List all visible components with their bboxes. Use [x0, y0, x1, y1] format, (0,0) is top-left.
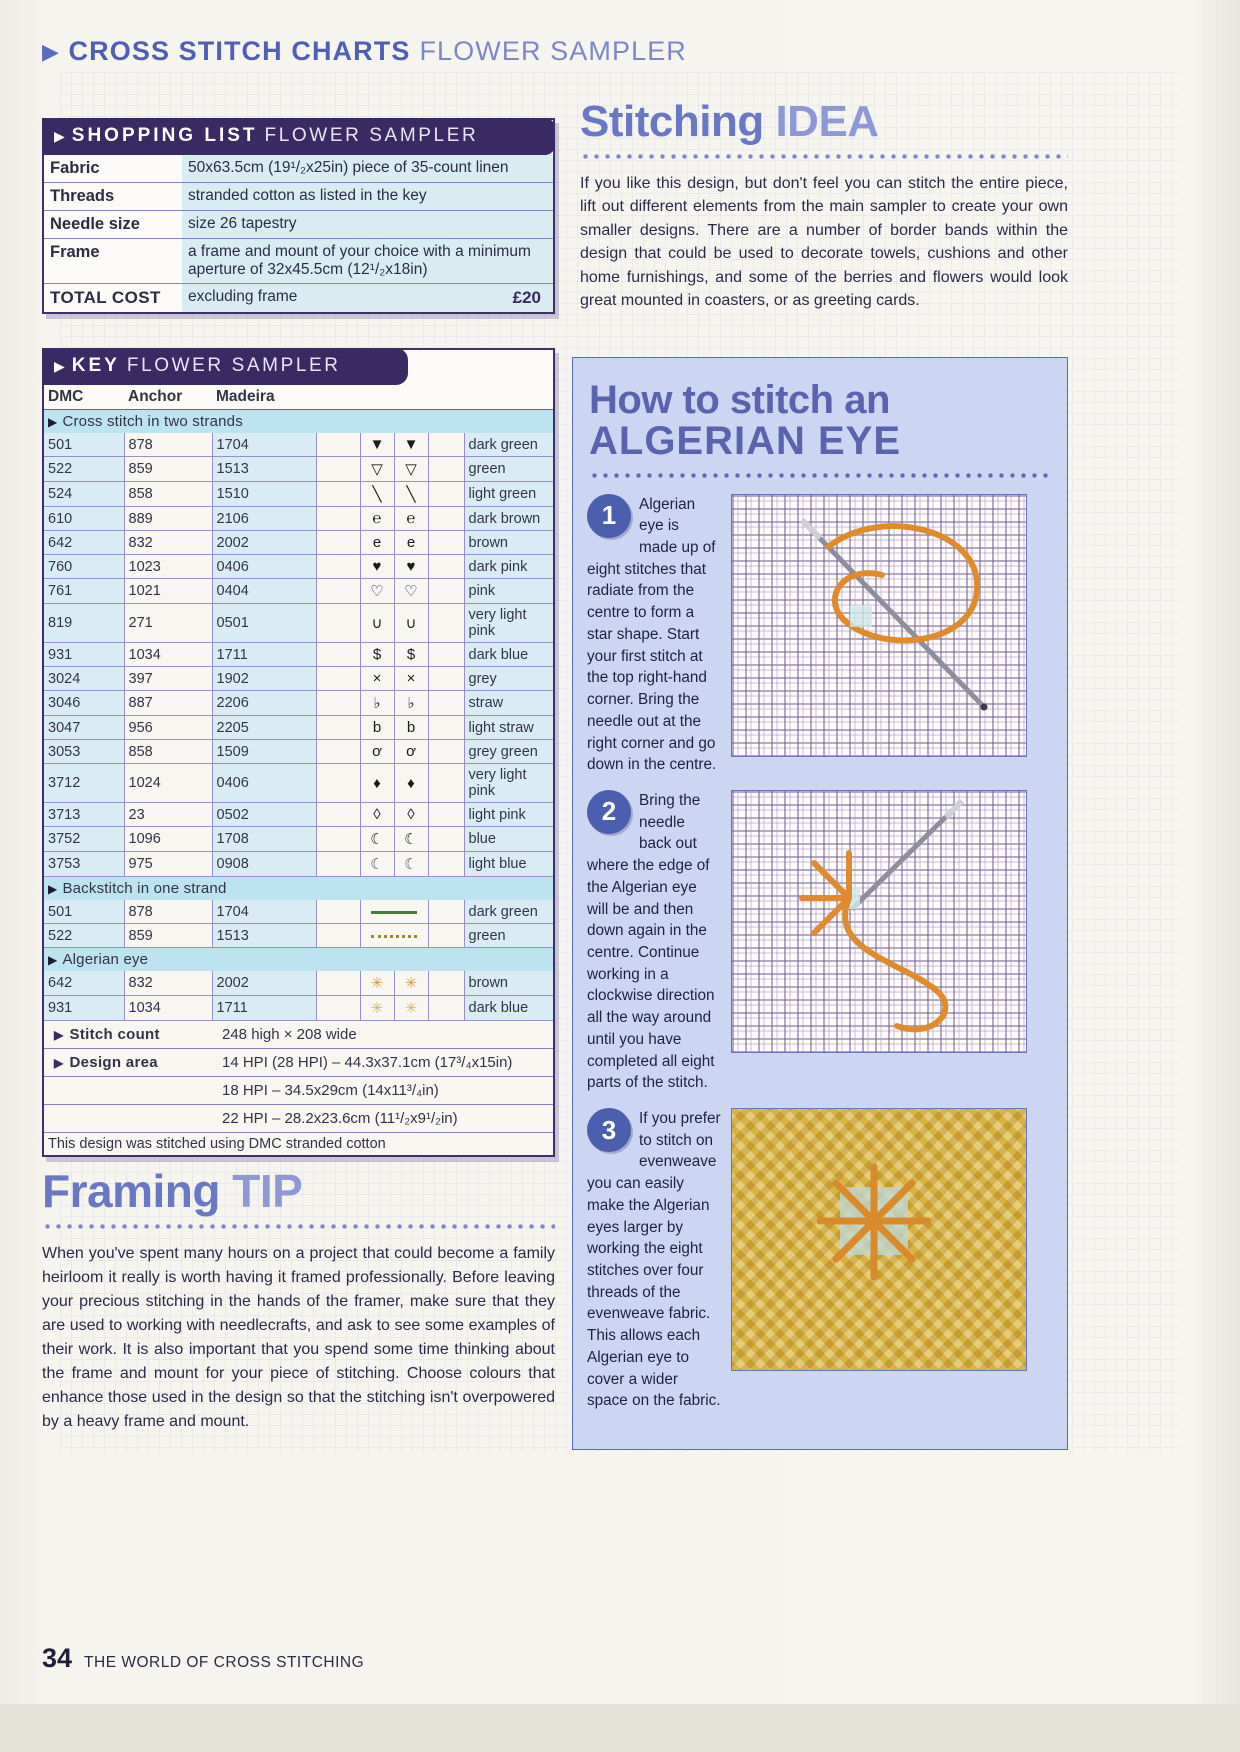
algerian-eye-partial-stitches	[802, 853, 849, 933]
key-tab	[42, 348, 408, 385]
publication-name: THE WORLD OF CROSS STITCHING	[84, 1654, 365, 1671]
page-number: 34	[42, 1643, 73, 1673]
stitching-idea-title-light: IDEA	[775, 97, 879, 146]
key-cell-symbol-1: ♥	[360, 555, 394, 579]
table-row	[44, 803, 553, 827]
design-area-label	[44, 1105, 212, 1133]
key-stitch-count-row	[44, 1021, 553, 1049]
key-cell-colour-name: brown	[464, 971, 553, 996]
key-cell-symbol-2: ♡	[394, 579, 428, 604]
key-header-row	[44, 385, 553, 410]
key-cell-symbol-2: ơ	[394, 740, 428, 764]
design-area-value: 14 HPI (28 HPI) – 44.3x37.1cm (17³/₄x15in)	[212, 1049, 553, 1077]
key-cell-spacer	[316, 691, 360, 716]
key-cell-symbol-1: ☾	[360, 827, 394, 852]
key-cell-spacer-2	[428, 716, 464, 740]
triangle-icon: ▶	[54, 127, 65, 144]
dotted-divider	[580, 152, 1068, 161]
step-number-badge: 1	[587, 494, 631, 538]
key-cell-colour-name: light pink	[464, 803, 553, 827]
key-cell-colour-name: light straw	[464, 716, 553, 740]
key-cell-symbol	[360, 900, 428, 924]
key-cell-symbol-1: ơ	[360, 740, 394, 764]
key-cell-colour-name: straw	[464, 691, 553, 716]
key-cell-colour-name: dark brown	[464, 507, 553, 531]
shopping-row-label: Fabric	[50, 159, 100, 177]
key-cell-symbol	[360, 924, 428, 948]
stitching-idea-body: If you like this design, but don't feel you can stitch the entire piece, lift out different elements from the main sampler to create your own smaller designs. There are a number of border bands within the design that could be used to decorate towels, cushions and other home furnishings, and some of the berries and flowers would look great mounted in coasters, or as greeting cards.	[580, 174, 1068, 310]
key-cell-symbol-2: ♥	[394, 555, 428, 579]
key-section-header	[44, 948, 553, 972]
key-cell-spacer-2	[428, 531, 464, 555]
shopping-row-label: Frame	[50, 243, 100, 261]
table-row	[44, 531, 553, 555]
key-cell-anchor: 878	[124, 433, 212, 457]
key-panel	[42, 348, 555, 1157]
key-design-area-row	[44, 1049, 553, 1077]
backstitch-line-icon	[371, 911, 417, 914]
thread-key-table	[44, 385, 553, 1155]
key-cell-symbol-2: ♦	[394, 764, 428, 803]
shopping-row-label: Needle size	[50, 215, 140, 233]
shopping-list-subtitle: FLOWER SAMPLER	[264, 125, 479, 146]
key-cell-spacer-2	[428, 924, 464, 948]
key-cell-colour-name: dark green	[464, 433, 553, 457]
key-cell-colour-name: green	[464, 457, 553, 482]
step-3	[573, 1108, 1067, 1426]
key-cell-spacer	[316, 900, 360, 924]
key-cell-symbol-1: b	[360, 716, 394, 740]
total-cost-note: excluding frame	[188, 288, 298, 305]
page-bleed-strip	[0, 1704, 1240, 1752]
key-cell-dmc: 522	[44, 924, 124, 948]
key-cell-symbol-2: ╲	[394, 482, 428, 507]
step-3-text-column	[587, 1108, 721, 1412]
key-cell-spacer-2	[428, 667, 464, 691]
step-2-figure	[731, 790, 1027, 1053]
table-row	[44, 507, 553, 531]
key-cell-colour-name: dark green	[464, 900, 553, 924]
completed-algerian-eye	[820, 1167, 928, 1277]
key-cell-anchor: 1024	[124, 764, 212, 803]
key-cell-colour-name: pink	[464, 579, 553, 604]
stitch-hole-highlight	[850, 605, 872, 627]
key-cell-colour-name: very light pink	[464, 604, 553, 643]
shopping-row-value: stranded cotton as listed in the key	[182, 183, 553, 211]
key-cell-symbol-1: ▽	[360, 457, 394, 482]
key-cell-spacer-2	[428, 803, 464, 827]
key-cell-colour-name: dark blue	[464, 996, 553, 1021]
key-cell-anchor: 1096	[124, 827, 212, 852]
key-cell-madeira: 1704	[212, 433, 316, 457]
step-2	[573, 790, 1067, 1108]
needle-eye	[946, 801, 962, 817]
key-cell-dmc: 3713	[44, 803, 124, 827]
key-cell-symbol-1: ╲	[360, 482, 394, 507]
key-column-header-madeira: Madeira	[212, 385, 316, 410]
key-cell-colour-name: dark blue	[464, 643, 553, 667]
key-cell-anchor: 832	[124, 971, 212, 996]
key-cell-spacer	[316, 604, 360, 643]
key-cell-colour-name: blue	[464, 827, 553, 852]
table-row	[44, 667, 553, 691]
key-cell-symbol-2: ☾	[394, 827, 428, 852]
key-cell-dmc: 931	[44, 996, 124, 1021]
key-cell-spacer	[316, 555, 360, 579]
step-1	[573, 494, 1067, 790]
table-row-total	[44, 284, 553, 313]
key-cell-spacer-2	[428, 555, 464, 579]
table-row	[44, 643, 553, 667]
how-to-stitch-panel	[572, 357, 1068, 1450]
key-cell-spacer	[316, 996, 360, 1021]
key-cell-madeira: 2206	[212, 691, 316, 716]
table-row	[44, 183, 553, 211]
key-cell-anchor: 271	[124, 604, 212, 643]
key-cell-spacer-2	[428, 482, 464, 507]
key-cell-spacer-2	[428, 579, 464, 604]
table-row	[44, 211, 553, 239]
design-area-label	[44, 1077, 212, 1105]
key-cell-symbol-1: ×	[360, 667, 394, 691]
key-cell-colour-name: brown	[464, 531, 553, 555]
key-cell-anchor: 23	[124, 803, 212, 827]
key-cell-anchor: 858	[124, 482, 212, 507]
key-cell-symbol-1: ✳	[360, 996, 394, 1021]
table-row	[44, 740, 553, 764]
key-cell-madeira: 2002	[212, 531, 316, 555]
key-cell-symbol-1: ▼	[360, 433, 394, 457]
key-cell-spacer	[316, 531, 360, 555]
key-subtitle: FLOWER SAMPLER	[126, 355, 341, 376]
key-column-header-dmc: DMC	[44, 385, 124, 410]
key-cell-spacer	[316, 803, 360, 827]
key-cell-spacer	[316, 507, 360, 531]
key-cell-anchor: 889	[124, 507, 212, 531]
design-area-value: 22 HPI – 28.2x23.6cm (11¹/₂x9¹/₂in)	[212, 1105, 553, 1133]
key-cell-spacer-2	[428, 457, 464, 482]
key-cell-symbol-2: ☾	[394, 852, 428, 877]
key-cell-madeira: 0406	[212, 764, 316, 803]
key-section-title: ▶ Cross stitch in two strands	[44, 410, 553, 434]
key-cell-dmc: 501	[44, 900, 124, 924]
stitch-count-label: ▶ Stitch count	[44, 1021, 212, 1049]
key-cell-madeira: 0406	[212, 555, 316, 579]
shopping-list-tab	[42, 118, 555, 155]
key-title: KEY	[71, 355, 120, 376]
key-cell-madeira: 1704	[212, 900, 316, 924]
key-cell-dmc: 760	[44, 555, 124, 579]
step-2-text: Bring the needle back out where the edge of the Algerian eye will be and then down again in the centre. Continue working in a clockwise direction all the way around until you have completed all eight parts of the stitch.	[587, 791, 715, 1092]
key-cell-spacer	[316, 579, 360, 604]
key-cell-spacer	[316, 924, 360, 948]
key-cell-dmc: 819	[44, 604, 124, 643]
key-cell-dmc: 3753	[44, 852, 124, 877]
shopping-list-panel	[42, 118, 555, 314]
step-number-badge: 3	[587, 1108, 631, 1152]
key-cell-madeira: 2205	[212, 716, 316, 740]
key-cell-dmc: 3024	[44, 667, 124, 691]
key-note-row	[44, 1133, 553, 1156]
table-row	[44, 239, 553, 284]
total-cost-price: £20	[512, 288, 541, 307]
shopping-list-title: SHOPPING LIST	[71, 125, 258, 146]
key-cell-spacer-2	[428, 852, 464, 877]
how-to-title-line1: How to stitch an	[589, 378, 890, 422]
how-to-title	[573, 358, 1067, 462]
framing-tip-body: When you've spent many hours on a project that could become a family heirloom it really is worth having it framed professionally. Before leaving your precious stitching in the hands of the framer, make sure that they are used to working with needlecrafts, and ask to see some examples of their work. It is also important that you spend some time thinking about the frame and mount for your piece of stitching. Choose colours that enhance those used in the design so that the stitching isn't overpowered by a heavy frame and mount.	[42, 1244, 555, 1430]
key-cell-dmc: 524	[44, 482, 124, 507]
key-cell-spacer-2	[428, 900, 464, 924]
key-cell-anchor: 832	[124, 531, 212, 555]
key-cell-spacer	[316, 852, 360, 877]
shopping-row-value: size 26 tapestry	[182, 211, 553, 239]
shopping-list-table	[44, 155, 553, 312]
key-cell-madeira: 1711	[212, 643, 316, 667]
key-cell-symbol-2: b	[394, 716, 428, 740]
key-cell-spacer-2	[428, 691, 464, 716]
key-cell-spacer-2	[428, 433, 464, 457]
key-design-area-row	[44, 1105, 553, 1133]
stitch-count-value: 248 high × 208 wide	[212, 1021, 553, 1049]
triangle-icon: ▶	[54, 357, 65, 374]
key-section-header	[44, 877, 553, 901]
key-cell-spacer	[316, 764, 360, 803]
framing-tip-title-light: TIP	[232, 1165, 303, 1217]
key-cell-spacer	[316, 433, 360, 457]
key-cell-dmc: 3047	[44, 716, 124, 740]
table-row	[44, 433, 553, 457]
stitching-idea-title-bold: Stitching	[580, 97, 776, 146]
key-cell-madeira: 1509	[212, 740, 316, 764]
key-cell-madeira: 0404	[212, 579, 316, 604]
key-cell-anchor: 887	[124, 691, 212, 716]
table-row	[44, 579, 553, 604]
key-cell-dmc: 3712	[44, 764, 124, 803]
key-cell-symbol-2: ∪	[394, 604, 428, 643]
key-cell-madeira: 1708	[212, 827, 316, 852]
table-row	[44, 691, 553, 716]
total-cost-cell	[182, 284, 553, 313]
key-cell-symbol-2: e	[394, 531, 428, 555]
key-cell-spacer-2	[428, 740, 464, 764]
key-cell-symbol-2: ×	[394, 667, 428, 691]
key-cell-anchor: 956	[124, 716, 212, 740]
step-3-text: If you prefer to stitch on evenweave you can easily make the Algerian eyes larger by working the eight stitches over four threads of the evenweave fabric. This allows each Algerian eye to cover a wider space on the fabric.	[587, 1110, 721, 1410]
key-cell-symbol-1: ☾	[360, 852, 394, 877]
total-cost-label: TOTAL COST	[50, 288, 161, 307]
key-cell-madeira: 1513	[212, 457, 316, 482]
key-cell-dmc: 761	[44, 579, 124, 604]
table-row	[44, 996, 553, 1021]
key-cell-madeira: 0502	[212, 803, 316, 827]
table-row	[44, 716, 553, 740]
key-cell-anchor: 858	[124, 740, 212, 764]
key-cell-anchor: 975	[124, 852, 212, 877]
key-design-area-row	[44, 1077, 553, 1105]
key-cell-spacer-2	[428, 764, 464, 803]
stitching-idea-title	[580, 97, 1068, 146]
table-row	[44, 852, 553, 877]
key-cell-spacer	[316, 740, 360, 764]
key-cell-dmc: 501	[44, 433, 124, 457]
step-1-illustration	[732, 495, 1027, 757]
key-cell-colour-name: light blue	[464, 852, 553, 877]
dotted-divider	[589, 471, 1051, 480]
key-cell-anchor: 859	[124, 457, 212, 482]
key-cell-spacer	[316, 457, 360, 482]
design-area-label: ▶ Design area	[44, 1049, 212, 1077]
design-area-value: 18 HPI – 34.5x29cm (14x11³/₄in)	[212, 1077, 553, 1105]
step-1-figure	[731, 494, 1027, 757]
key-cell-madeira: 1902	[212, 667, 316, 691]
key-cell-symbol-1: ♡	[360, 579, 394, 604]
key-cell-spacer	[316, 827, 360, 852]
orange-thread-tail	[845, 898, 945, 1029]
key-cell-spacer-2	[428, 604, 464, 643]
key-cell-dmc: 3053	[44, 740, 124, 764]
header-section-title: CROSS STITCH CHARTS	[68, 36, 411, 66]
table-row	[44, 457, 553, 482]
key-column-header-spacer	[316, 385, 553, 410]
key-cell-symbol-2: ◊	[394, 803, 428, 827]
table-row	[44, 764, 553, 803]
key-cell-anchor: 859	[124, 924, 212, 948]
key-cell-spacer-2	[428, 971, 464, 996]
key-cell-spacer	[316, 482, 360, 507]
stitching-idea-section	[580, 97, 1068, 313]
framing-tip-title	[42, 1165, 555, 1217]
key-cell-dmc: 610	[44, 507, 124, 531]
key-cell-colour-name: grey green	[464, 740, 553, 764]
step-3-figure	[731, 1108, 1027, 1371]
table-row	[44, 555, 553, 579]
key-cell-dmc: 642	[44, 971, 124, 996]
key-note-text: This design was stitched using DMC stranded cotton	[44, 1133, 553, 1156]
key-cell-spacer	[316, 667, 360, 691]
key-cell-symbol-1: ♭	[360, 691, 394, 716]
key-cell-spacer	[316, 716, 360, 740]
key-cell-madeira: 0501	[212, 604, 316, 643]
key-cell-symbol-1: $	[360, 643, 394, 667]
how-to-title-line2: ALGERIAN EYE	[589, 418, 902, 463]
key-cell-anchor: 397	[124, 667, 212, 691]
key-cell-symbol-2: ▽	[394, 457, 428, 482]
key-cell-colour-name: grey	[464, 667, 553, 691]
key-cell-symbol-1: ✳	[360, 971, 394, 996]
key-cell-symbol-2: ℮	[394, 507, 428, 531]
triangle-icon: ▶	[42, 38, 60, 64]
table-row	[44, 924, 553, 948]
key-cell-madeira: 0908	[212, 852, 316, 877]
key-cell-symbol-1: ♦	[360, 764, 394, 803]
needle-eye	[802, 520, 820, 538]
key-cell-madeira: 1513	[212, 924, 316, 948]
step-2-illustration	[732, 791, 1027, 1053]
shopping-row-value: 50x63.5cm (19¹/₂x25in) piece of 35-count linen	[182, 155, 553, 183]
key-cell-symbol-2: ✳	[394, 996, 428, 1021]
key-cell-symbol-2: ▼	[394, 433, 428, 457]
step-2-text-column	[587, 790, 721, 1094]
shopping-row-value: a frame and mount of your choice with a minimum aperture of 32x45.5cm (12¹/₂x18in)	[182, 239, 553, 284]
step-3-illustration	[732, 1109, 1027, 1371]
step-1-text: Algerian eye is made up of eight stitches that radiate from the centre to form a star shape. Start your first stitch at the top right-hand corner. Bring the needle out at the right corner and go down in the centre.	[587, 495, 717, 774]
key-cell-dmc: 3752	[44, 827, 124, 852]
key-section-title: ▶ Algerian eye	[44, 948, 553, 972]
key-cell-madeira: 1510	[212, 482, 316, 507]
key-section-header	[44, 410, 553, 434]
key-cell-spacer-2	[428, 827, 464, 852]
key-cell-madeira: 2106	[212, 507, 316, 531]
key-cell-anchor: 1034	[124, 643, 212, 667]
key-cell-anchor: 1023	[124, 555, 212, 579]
table-row	[44, 827, 553, 852]
header-project-name: FLOWER SAMPLER	[419, 36, 687, 66]
key-cell-anchor: 1021	[124, 579, 212, 604]
key-cell-symbol-1: e	[360, 531, 394, 555]
key-cell-symbol-1: ◊	[360, 803, 394, 827]
key-cell-symbol-2: ✳	[394, 971, 428, 996]
key-cell-spacer	[316, 643, 360, 667]
key-cell-symbol-2: $	[394, 643, 428, 667]
dotted-divider	[42, 1222, 555, 1231]
key-cell-colour-name: very light pink	[464, 764, 553, 803]
key-cell-spacer-2	[428, 507, 464, 531]
key-cell-colour-name: light green	[464, 482, 553, 507]
framing-tip-section	[42, 1165, 555, 1434]
needle-point	[981, 703, 988, 710]
step-1-text-column	[587, 494, 721, 776]
table-row	[44, 900, 553, 924]
backstitch-line-icon	[371, 935, 417, 938]
key-cell-dmc: 3046	[44, 691, 124, 716]
key-cell-symbol-1: ℮	[360, 507, 394, 531]
shopping-row-label: Threads	[50, 187, 115, 205]
table-row	[44, 604, 553, 643]
key-cell-spacer-2	[428, 996, 464, 1021]
page-footer	[42, 1643, 364, 1674]
key-cell-madeira: 2002	[212, 971, 316, 996]
framing-tip-title-bold: Framing	[42, 1165, 233, 1217]
key-column-header-anchor: Anchor	[124, 385, 212, 410]
key-cell-anchor: 878	[124, 900, 212, 924]
key-cell-dmc: 931	[44, 643, 124, 667]
key-section-title: ▶ Backstitch in one strand	[44, 877, 553, 901]
key-cell-dmc: 522	[44, 457, 124, 482]
key-cell-spacer	[316, 971, 360, 996]
key-cell-spacer-2	[428, 643, 464, 667]
table-row	[44, 155, 553, 183]
key-cell-dmc: 642	[44, 531, 124, 555]
key-cell-symbol-1: ∪	[360, 604, 394, 643]
key-cell-madeira: 1711	[212, 996, 316, 1021]
table-row	[44, 971, 553, 996]
key-cell-colour-name: green	[464, 924, 553, 948]
key-cell-colour-name: dark pink	[464, 555, 553, 579]
step-number-badge: 2	[587, 790, 631, 834]
needle-shaft	[852, 801, 962, 909]
table-row	[44, 482, 553, 507]
page-header	[42, 36, 687, 67]
key-cell-anchor: 1034	[124, 996, 212, 1021]
key-cell-symbol-2: ♭	[394, 691, 428, 716]
